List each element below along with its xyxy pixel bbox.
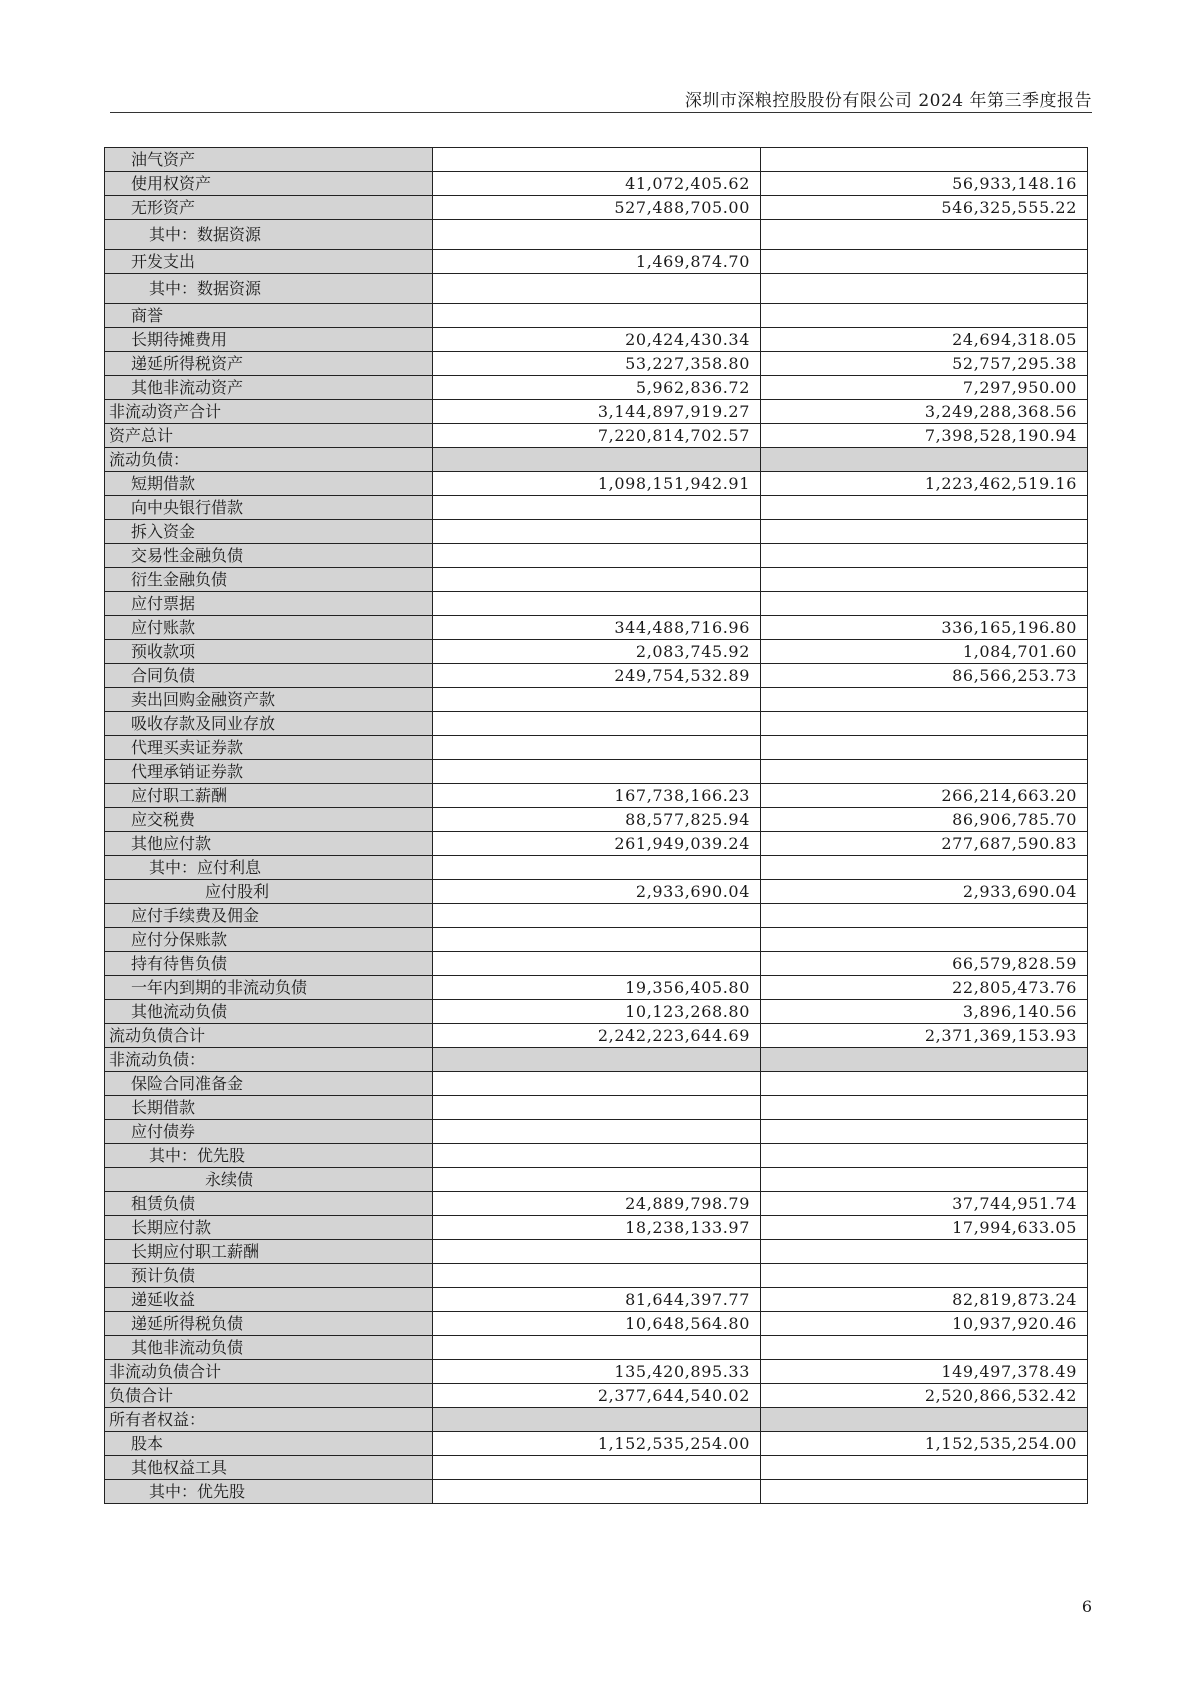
balance-sheet-table: [104, 147, 1088, 1504]
period-end-value: [433, 928, 761, 952]
prior-year-end-value: [761, 1168, 1088, 1192]
table-row: [105, 1384, 1088, 1408]
row-label: 长期应付职工薪酬: [105, 1240, 433, 1264]
table-row: [105, 148, 1088, 172]
period-end-value: [433, 448, 761, 472]
row-label: 其中：优先股: [105, 1480, 433, 1504]
prior-year-end-value: 56,933,148.16: [761, 172, 1088, 196]
prior-year-end-value: [761, 250, 1088, 274]
row-label: 长期待摊费用: [105, 328, 433, 352]
prior-year-end-value: 2,933,690.04: [761, 880, 1088, 904]
table-row: [105, 1024, 1088, 1048]
period-end-value: [433, 1096, 761, 1120]
table-row: [105, 544, 1088, 568]
table-row: [105, 1336, 1088, 1360]
prior-year-end-value: [761, 1336, 1088, 1360]
prior-year-end-value: 17,994,633.05: [761, 1216, 1088, 1240]
prior-year-end-value: [761, 1480, 1088, 1504]
table-row: [105, 952, 1088, 976]
prior-year-end-value: [761, 688, 1088, 712]
row-label: 吸收存款及同业存放: [105, 712, 433, 736]
row-label: 衍生金融负债: [105, 568, 433, 592]
row-label: 其中：数据资源: [105, 274, 433, 304]
table-row: [105, 496, 1088, 520]
prior-year-end-value: [761, 274, 1088, 304]
table-row: [105, 784, 1088, 808]
period-end-value: 88,577,825.94: [433, 808, 761, 832]
table-row: [105, 1432, 1088, 1456]
period-end-value: [433, 736, 761, 760]
table-row: [105, 1096, 1088, 1120]
period-end-value: 2,083,745.92: [433, 640, 761, 664]
period-end-value: [433, 568, 761, 592]
period-end-value: 18,238,133.97: [433, 1216, 761, 1240]
period-end-value: [433, 1240, 761, 1264]
table-row: [105, 1456, 1088, 1480]
row-label: 长期应付款: [105, 1216, 433, 1240]
period-end-value: [433, 904, 761, 928]
table-row: [105, 712, 1088, 736]
table-row: [105, 1072, 1088, 1096]
table-row: [105, 520, 1088, 544]
period-end-value: [433, 712, 761, 736]
table-row: [105, 1168, 1088, 1192]
row-label: 拆入资金: [105, 520, 433, 544]
table-row: [105, 1312, 1088, 1336]
period-end-value: 10,123,268.80: [433, 1000, 761, 1024]
table-row: [105, 1192, 1088, 1216]
prior-year-end-value: 7,398,528,190.94: [761, 424, 1088, 448]
period-end-value: 1,469,874.70: [433, 250, 761, 274]
row-label: 应付账款: [105, 616, 433, 640]
row-label: 开发支出: [105, 250, 433, 274]
period-end-value: 5,962,836.72: [433, 376, 761, 400]
prior-year-end-value: 7,297,950.00: [761, 376, 1088, 400]
row-label: 合同负债: [105, 664, 433, 688]
table-row: [105, 250, 1088, 274]
period-end-value: [433, 220, 761, 250]
table-row: [105, 1360, 1088, 1384]
page-number: 6: [1081, 1597, 1092, 1616]
period-end-value: [433, 760, 761, 784]
table-row: [105, 904, 1088, 928]
prior-year-end-value: 3,896,140.56: [761, 1000, 1088, 1024]
table-row: [105, 1048, 1088, 1072]
row-label: 代理买卖证券款: [105, 736, 433, 760]
table-row: [105, 592, 1088, 616]
prior-year-end-value: 22,805,473.76: [761, 976, 1088, 1000]
row-label: 应付股利: [105, 880, 433, 904]
row-label: 递延所得税负债: [105, 1312, 433, 1336]
prior-year-end-value: 1,223,462,519.16: [761, 472, 1088, 496]
period-end-value: [433, 304, 761, 328]
table-row: [105, 472, 1088, 496]
period-end-value: [433, 1264, 761, 1288]
prior-year-end-value: 3,249,288,368.56: [761, 400, 1088, 424]
row-label: 其中：优先股: [105, 1144, 433, 1168]
prior-year-end-value: 277,687,590.83: [761, 832, 1088, 856]
prior-year-end-value: [761, 1408, 1088, 1432]
prior-year-end-value: [761, 544, 1088, 568]
row-label: 向中央银行借款: [105, 496, 433, 520]
table-row: [105, 640, 1088, 664]
table-row: [105, 976, 1088, 1000]
period-end-value: 249,754,532.89: [433, 664, 761, 688]
prior-year-end-value: [761, 568, 1088, 592]
prior-year-end-value: 10,937,920.46: [761, 1312, 1088, 1336]
prior-year-end-value: 82,819,873.24: [761, 1288, 1088, 1312]
table-row: [105, 220, 1088, 250]
period-end-value: [433, 856, 761, 880]
row-label: 持有待售负债: [105, 952, 433, 976]
row-label: 应付分保账款: [105, 928, 433, 952]
table-row: [105, 304, 1088, 328]
row-label: 流动负债：: [105, 448, 433, 472]
table-row: [105, 928, 1088, 952]
table-row: [105, 1000, 1088, 1024]
row-label: 交易性金融负债: [105, 544, 433, 568]
period-end-value: [433, 274, 761, 304]
prior-year-end-value: 546,325,555.22: [761, 196, 1088, 220]
prior-year-end-value: 24,694,318.05: [761, 328, 1088, 352]
row-label: 其中：数据资源: [105, 220, 433, 250]
row-label: 非流动资产合计: [105, 400, 433, 424]
row-label: 负债合计: [105, 1384, 433, 1408]
row-label: 应付手续费及佣金: [105, 904, 433, 928]
period-end-value: 24,889,798.79: [433, 1192, 761, 1216]
period-end-value: 344,488,716.96: [433, 616, 761, 640]
period-end-value: [433, 1120, 761, 1144]
row-label: 预计负债: [105, 1264, 433, 1288]
period-end-value: 7,220,814,702.57: [433, 424, 761, 448]
prior-year-end-value: [761, 1072, 1088, 1096]
row-label: 其中：应付利息: [105, 856, 433, 880]
period-end-value: [433, 1336, 761, 1360]
table-row: [105, 760, 1088, 784]
period-end-value: 167,738,166.23: [433, 784, 761, 808]
period-end-value: [433, 1408, 761, 1432]
row-label: 卖出回购金融资产款: [105, 688, 433, 712]
prior-year-end-value: [761, 928, 1088, 952]
prior-year-end-value: 2,520,866,532.42: [761, 1384, 1088, 1408]
period-end-value: [433, 496, 761, 520]
prior-year-end-value: 52,757,295.38: [761, 352, 1088, 376]
prior-year-end-value: 37,744,951.74: [761, 1192, 1088, 1216]
period-end-value: [433, 1480, 761, 1504]
period-end-value: [433, 148, 761, 172]
period-end-value: 53,227,358.80: [433, 352, 761, 376]
prior-year-end-value: [761, 712, 1088, 736]
row-label: 代理承销证券款: [105, 760, 433, 784]
table-row: [105, 688, 1088, 712]
table-row: [105, 856, 1088, 880]
row-label: 其他权益工具: [105, 1456, 433, 1480]
row-label: 应付票据: [105, 592, 433, 616]
row-label: 非流动负债合计: [105, 1360, 433, 1384]
row-label: 其他流动负债: [105, 1000, 433, 1024]
row-label: 短期借款: [105, 472, 433, 496]
row-label: 流动负债合计: [105, 1024, 433, 1048]
row-label: 资产总计: [105, 424, 433, 448]
row-label: 无形资产: [105, 196, 433, 220]
table-row: [105, 736, 1088, 760]
period-end-value: [433, 592, 761, 616]
prior-year-end-value: [761, 904, 1088, 928]
row-label: 租赁负债: [105, 1192, 433, 1216]
period-end-value: 2,377,644,540.02: [433, 1384, 761, 1408]
row-label: 长期借款: [105, 1096, 433, 1120]
table-row: [105, 424, 1088, 448]
prior-year-end-value: 86,566,253.73: [761, 664, 1088, 688]
table-row: [105, 568, 1088, 592]
table-row: [105, 1144, 1088, 1168]
table-row: [105, 1120, 1088, 1144]
prior-year-end-value: 66,579,828.59: [761, 952, 1088, 976]
table-row: [105, 832, 1088, 856]
period-end-value: [433, 1456, 761, 1480]
table-row: [105, 1288, 1088, 1312]
period-end-value: 135,420,895.33: [433, 1360, 761, 1384]
period-end-value: 1,098,151,942.91: [433, 472, 761, 496]
prior-year-end-value: [761, 1048, 1088, 1072]
table-row: [105, 1408, 1088, 1432]
prior-year-end-value: 266,214,663.20: [761, 784, 1088, 808]
prior-year-end-value: [761, 148, 1088, 172]
period-end-value: 527,488,705.00: [433, 196, 761, 220]
row-label: 保险合同准备金: [105, 1072, 433, 1096]
period-end-value: 41,072,405.62: [433, 172, 761, 196]
table-row: [105, 274, 1088, 304]
row-label: 一年内到期的非流动负债: [105, 976, 433, 1000]
row-label: 应付债券: [105, 1120, 433, 1144]
row-label: 递延所得税资产: [105, 352, 433, 376]
period-end-value: [433, 688, 761, 712]
prior-year-end-value: [761, 448, 1088, 472]
prior-year-end-value: [761, 304, 1088, 328]
prior-year-end-value: 1,152,535,254.00: [761, 1432, 1088, 1456]
table-row: [105, 1216, 1088, 1240]
period-end-value: 3,144,897,919.27: [433, 400, 761, 424]
row-label: 应交税费: [105, 808, 433, 832]
prior-year-end-value: 2,371,369,153.93: [761, 1024, 1088, 1048]
period-end-value: 1,152,535,254.00: [433, 1432, 761, 1456]
table-row: [105, 328, 1088, 352]
row-label: 非流动负债：: [105, 1048, 433, 1072]
table-row: [105, 1264, 1088, 1288]
prior-year-end-value: [761, 220, 1088, 250]
row-label: 递延收益: [105, 1288, 433, 1312]
prior-year-end-value: 336,165,196.80: [761, 616, 1088, 640]
report-header-title: 深圳市深粮控股股份有限公司 2024 年第三季度报告: [684, 91, 1092, 111]
row-label: 股本: [105, 1432, 433, 1456]
table-row: [105, 664, 1088, 688]
prior-year-end-value: [761, 520, 1088, 544]
prior-year-end-value: [761, 760, 1088, 784]
table-row: [105, 1240, 1088, 1264]
period-end-value: 261,949,039.24: [433, 832, 761, 856]
header-divider: [110, 112, 1092, 113]
period-end-value: 10,648,564.80: [433, 1312, 761, 1336]
period-end-value: 20,424,430.34: [433, 328, 761, 352]
prior-year-end-value: 149,497,378.49: [761, 1360, 1088, 1384]
period-end-value: 81,644,397.77: [433, 1288, 761, 1312]
period-end-value: [433, 544, 761, 568]
prior-year-end-value: [761, 736, 1088, 760]
row-label: 永续债: [105, 1168, 433, 1192]
period-end-value: [433, 1168, 761, 1192]
prior-year-end-value: 86,906,785.70: [761, 808, 1088, 832]
row-label: 其他非流动负债: [105, 1336, 433, 1360]
period-end-value: [433, 1048, 761, 1072]
table-row: [105, 196, 1088, 220]
table-row: [105, 400, 1088, 424]
row-label: 所有者权益：: [105, 1408, 433, 1432]
row-label: 油气资产: [105, 148, 433, 172]
prior-year-end-value: [761, 1120, 1088, 1144]
table-row: [105, 616, 1088, 640]
row-label: 其他应付款: [105, 832, 433, 856]
row-label: 预收款项: [105, 640, 433, 664]
table-row: [105, 376, 1088, 400]
prior-year-end-value: [761, 1144, 1088, 1168]
period-end-value: [433, 520, 761, 544]
balance-sheet-body: [105, 148, 1088, 1504]
row-label: 使用权资产: [105, 172, 433, 196]
period-end-value: 19,356,405.80: [433, 976, 761, 1000]
period-end-value: 2,242,223,644.69: [433, 1024, 761, 1048]
prior-year-end-value: [761, 1456, 1088, 1480]
prior-year-end-value: [761, 1240, 1088, 1264]
table-row: [105, 448, 1088, 472]
table-row: [105, 352, 1088, 376]
prior-year-end-value: 1,084,701.60: [761, 640, 1088, 664]
row-label: 应付职工薪酬: [105, 784, 433, 808]
period-end-value: [433, 1072, 761, 1096]
prior-year-end-value: [761, 856, 1088, 880]
prior-year-end-value: [761, 592, 1088, 616]
period-end-value: [433, 952, 761, 976]
period-end-value: [433, 1144, 761, 1168]
period-end-value: 2,933,690.04: [433, 880, 761, 904]
prior-year-end-value: [761, 1264, 1088, 1288]
table-row: [105, 808, 1088, 832]
table-row: [105, 880, 1088, 904]
prior-year-end-value: [761, 1096, 1088, 1120]
table-row: [105, 1480, 1088, 1504]
prior-year-end-value: [761, 496, 1088, 520]
row-label: 其他非流动资产: [105, 376, 433, 400]
table-row: [105, 172, 1088, 196]
row-label: 商誉: [105, 304, 433, 328]
